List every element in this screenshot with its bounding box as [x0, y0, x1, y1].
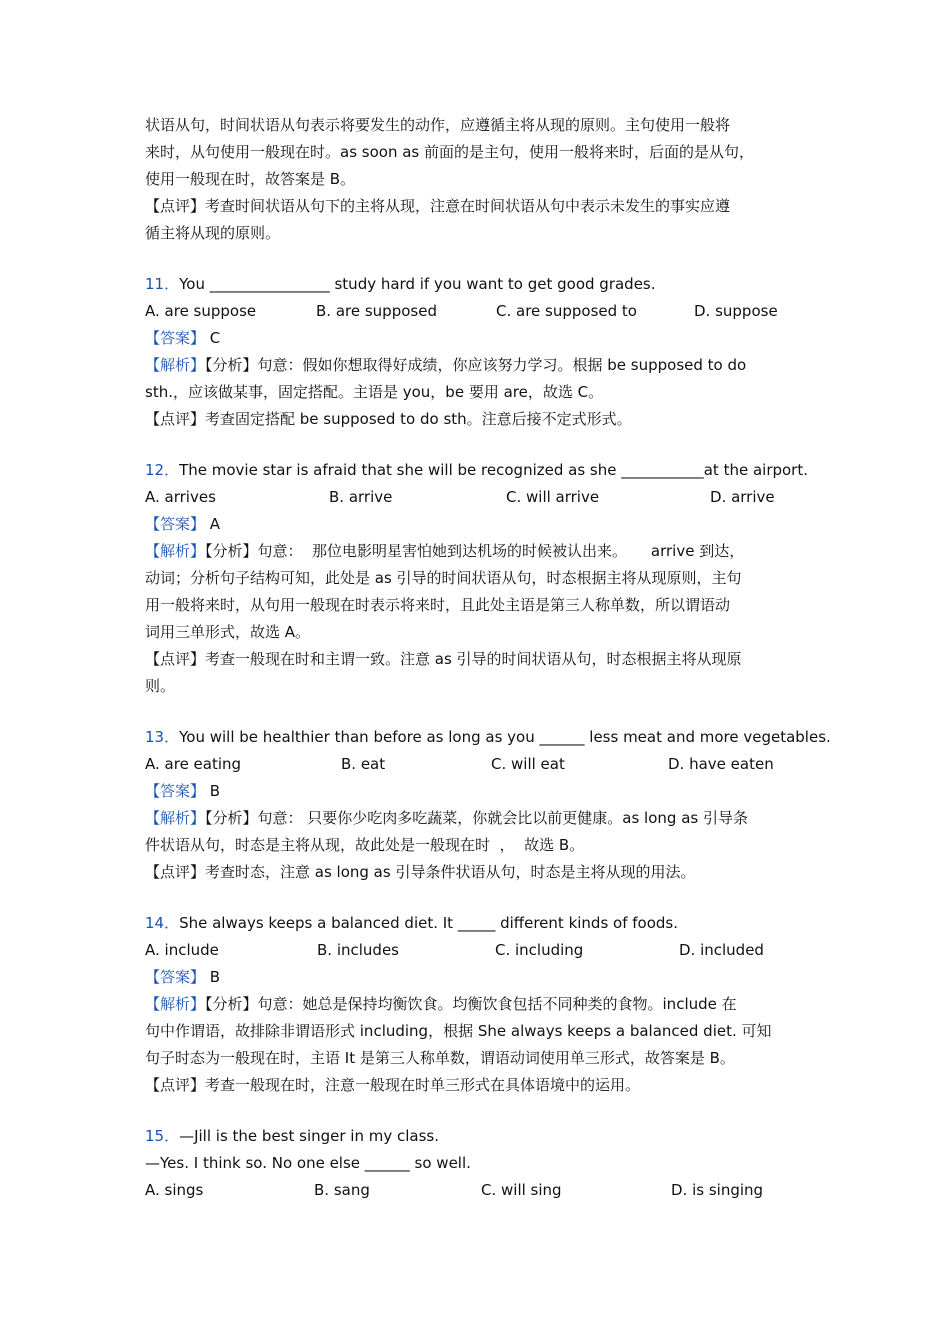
question-stem [145, 1123, 810, 1150]
analysis-text: sth.，应该做某事，固定搭配。主语是 you，be 要用 are，故选 C。 [145, 383, 604, 401]
analysis-tag: 【解析】 [145, 356, 206, 374]
option-a: A. sings [145, 1181, 204, 1199]
answer-line [145, 511, 810, 538]
answer-value: B [209, 968, 221, 986]
options-row [145, 1177, 810, 1204]
answer-tag: 【答案】 [145, 515, 206, 533]
answer-line [145, 964, 810, 991]
question-11 [145, 271, 810, 433]
answer-value: B [209, 782, 221, 800]
answer-tag: 【答案】 [145, 329, 206, 347]
comment-line: 【点评】考查一般现在时和主谓一致。注意 as 引导的时间状语从句，时态根据主将从现原 [145, 650, 742, 668]
question-12 [145, 457, 810, 700]
question-number: 14． [145, 914, 180, 932]
answer-value: A [209, 515, 221, 533]
question-15 [145, 1123, 810, 1204]
option-c: C. will sing [481, 1181, 562, 1199]
option-c: C. including [495, 941, 584, 959]
analysis [145, 805, 810, 886]
analysis-text: 【分析】句意： 只要你少吃肉多吃蔬菜，你就会比以前更健康。as long as 引导条 [205, 809, 748, 827]
option-a: A. include [145, 941, 219, 959]
option-d: D. arrive [710, 488, 775, 506]
option-a: A. are suppose [145, 302, 257, 320]
analysis-text: 【分析】句意：她总是保持均衡饮食。均衡饮食包括不同种类的食物。include 在 [205, 995, 737, 1013]
answer-line [145, 778, 810, 805]
question-number: 11． [145, 275, 180, 293]
analysis-tag: 【解析】 [145, 995, 206, 1013]
text-line: 使用一般现在时，故答案是 B。 [145, 170, 356, 188]
analysis-text: 词用三单形式，故选 A。 [145, 623, 311, 641]
options-row [145, 298, 810, 325]
comment-line: 【点评】考查时态，注意 as long as 引导条件状语从句，时态是主将从现的用法。 [145, 863, 696, 881]
option-d: D. included [679, 941, 764, 959]
comment-line: 【点评】考查时间状语从句下的主将从现，注意在时间状语从句中表示未发生的事实应遵 [145, 197, 731, 215]
text-line: 来时，从句使用一般现在时。as soon as 前面的是主句，使用一般将来时，后面的是从句， [145, 143, 754, 161]
carryover-explanation [145, 112, 810, 247]
question-13 [145, 724, 831, 886]
analysis-text: 句子时态为一般现在时，主语 It 是第三人称单数，谓语动词使用单三形式，故答案是 B。 [145, 1049, 735, 1067]
stem-text: You will be healthier than before as long as you ______ less meat and more vegetables. [179, 728, 831, 746]
question-number: 12． [145, 461, 180, 479]
option-b: B. arrive [329, 488, 393, 506]
question-stem [145, 457, 810, 484]
analysis-text: 用一般将来时，从句用一般现在时表示将来时，且此处主语是第三人称单数，所以谓语动 [145, 596, 731, 614]
question-number: 13． [145, 728, 180, 746]
analysis-text: 动词；分析句子结构可知，此处是 as 引导的时间状语从句，时态根据主将从现原则，主句 [145, 569, 742, 587]
question-stem [145, 724, 831, 751]
analysis-text: 句中作谓语，故排除非谓语形式 including，根据 She always keeps a balanced diet. 可知 [145, 1022, 772, 1040]
question-stem [145, 910, 810, 937]
option-c: C. will arrive [506, 488, 600, 506]
question-14 [145, 910, 810, 1099]
option-a: A. arrives [145, 488, 216, 506]
options-row [145, 937, 810, 964]
comment-line: 则。 [145, 677, 176, 695]
option-b: B. eat [341, 755, 386, 773]
option-b: B. are supposed [316, 302, 437, 320]
analysis-tag: 【解析】 [145, 809, 206, 827]
analysis-text: 【分析】句意：假如你想取得好成绩，你应该努力学习。根据 be supposed to do [205, 356, 747, 374]
stem-text: —Jill is the best singer in my class. [179, 1127, 440, 1145]
stem-text: You ________________ study hard if you want to get good grades. [179, 275, 656, 293]
stem-text: The movie star is afraid that she will be recognized as she ___________at the airport. [179, 461, 808, 479]
option-a: A. are eating [145, 755, 242, 773]
text-line: 状语从句，时间状语从句表示将要发生的动作，应遵循主将从现的原则。主句使用一般将 [145, 116, 731, 134]
comment-line: 循主将从现的原则。 [145, 224, 281, 242]
analysis [145, 991, 810, 1099]
question-number: 15． [145, 1127, 180, 1145]
option-d: D. suppose [694, 302, 778, 320]
stem-text: She always keeps a balanced diet. It _____ different kinds of foods. [179, 914, 678, 932]
option-c: C. are supposed to [496, 302, 637, 320]
analysis-text: 【分析】句意： 那位电影明星害怕她到达机场的时候被认出来。 arrive 到达， [205, 542, 745, 560]
answer-tag: 【答案】 [145, 782, 206, 800]
analysis [145, 352, 810, 433]
analysis-tag: 【解析】 [145, 542, 206, 560]
options-row [145, 484, 810, 511]
option-d: D. is singing [671, 1181, 764, 1199]
answer-value: C [209, 329, 221, 347]
question-stem-line-2: —Yes. I think so. No one else ______ so well. [145, 1154, 471, 1172]
analysis-text: 件状语从句，时态是主将从现，故此处是一般现在时 ， 故选 B。 [145, 836, 585, 854]
options-row [145, 751, 810, 778]
option-c: C. will eat [491, 755, 565, 773]
analysis [145, 538, 810, 700]
comment-line: 【点评】考查固定搭配 be supposed to do sth。注意后接不定式形式。 [145, 410, 632, 428]
option-b: B. sang [314, 1181, 370, 1199]
option-d: D. have eaten [668, 755, 774, 773]
document-page [145, 112, 831, 1204]
answer-line [145, 325, 810, 352]
question-stem [145, 271, 810, 298]
comment-line: 【点评】考查一般现在时，注意一般现在时单三形式在具体语境中的运用。 [145, 1076, 641, 1094]
answer-tag: 【答案】 [145, 968, 206, 986]
option-b: B. includes [317, 941, 399, 959]
